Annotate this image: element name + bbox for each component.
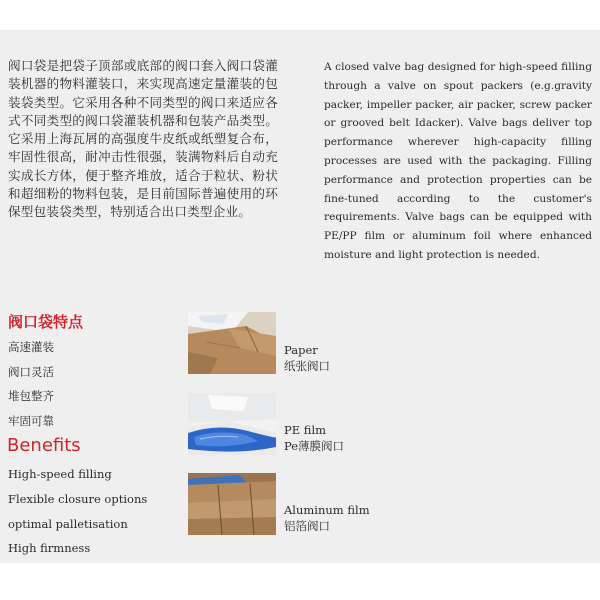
feature-item: 高速灌装	[8, 340, 54, 354]
paper-label-zh: 纸张阀口	[284, 359, 330, 373]
pe-film-label-en: PE film	[284, 423, 327, 437]
features-title: 阀口袋特点	[8, 313, 84, 331]
feature-item: 牢固可靠	[8, 413, 54, 428]
benefits-list	[8, 466, 147, 565]
benefit-item: Flexible closure options	[8, 491, 148, 506]
benefit-item: High firmness	[8, 541, 91, 556]
feature-item: 堆包整齐	[8, 389, 54, 403]
pe-film-caption	[284, 422, 344, 454]
feature-item: 阀口灵活	[8, 364, 54, 379]
aluminum-film-valve-bag-photo	[188, 473, 276, 535]
benefit-item: optimal palletisation	[8, 516, 128, 531]
benefits-title: Benefits	[7, 435, 81, 456]
features-list	[8, 339, 54, 437]
aluminum-film-caption	[284, 502, 370, 534]
pe-film-valve-bag-photo	[188, 393, 276, 455]
paper-valve-bag-photo	[188, 312, 276, 374]
benefit-item: High-speed filling	[8, 467, 112, 481]
pe-film-label-zh: Pe薄膜阀口	[284, 439, 345, 453]
aluminum-film-label-zh: 铝箔阀口	[284, 519, 330, 533]
intro-english: A closed valve bag designed for high-speed filling through a valve on spout packers (e.g.gravity packer, impeller packer, air packer, screw packer or grooved belt Idacker). Valve bags deliver top performance wherever high-capacity filling processes are used with the packaging. Filling performance and protection properties can be fine-tuned according to the customer's requirements. Valve bags can be equipped with PE/PP film or aluminum foil where enhanced moisture and light protection is needed.	[324, 61, 592, 261]
paper-caption	[284, 342, 330, 374]
paper-label-en: Paper	[284, 343, 318, 357]
intro-chinese: 阀口袋是把袋子顶部或底部的阀口套入阀口袋灌装机器的物料灌装口，来实现高速定量灌装的包装袋类型。它采用各种不同类型的阀口来适应各式不同类型的阀口袋灌装机器和包装产品类型。它采用上海瓦屑的高强度牛皮纸或纸塑复合布，牢固性很高，耐冲击性很强，装满物料后自动充实成长方体，便于整齐堆放，适合于粒状、粉状和超细粉的物料包装，是目前国际普遍使用的环保型包装袋类型，特别适合出口类型企业。	[8, 58, 278, 220]
aluminum-film-label-en: Aluminum film	[284, 503, 370, 517]
